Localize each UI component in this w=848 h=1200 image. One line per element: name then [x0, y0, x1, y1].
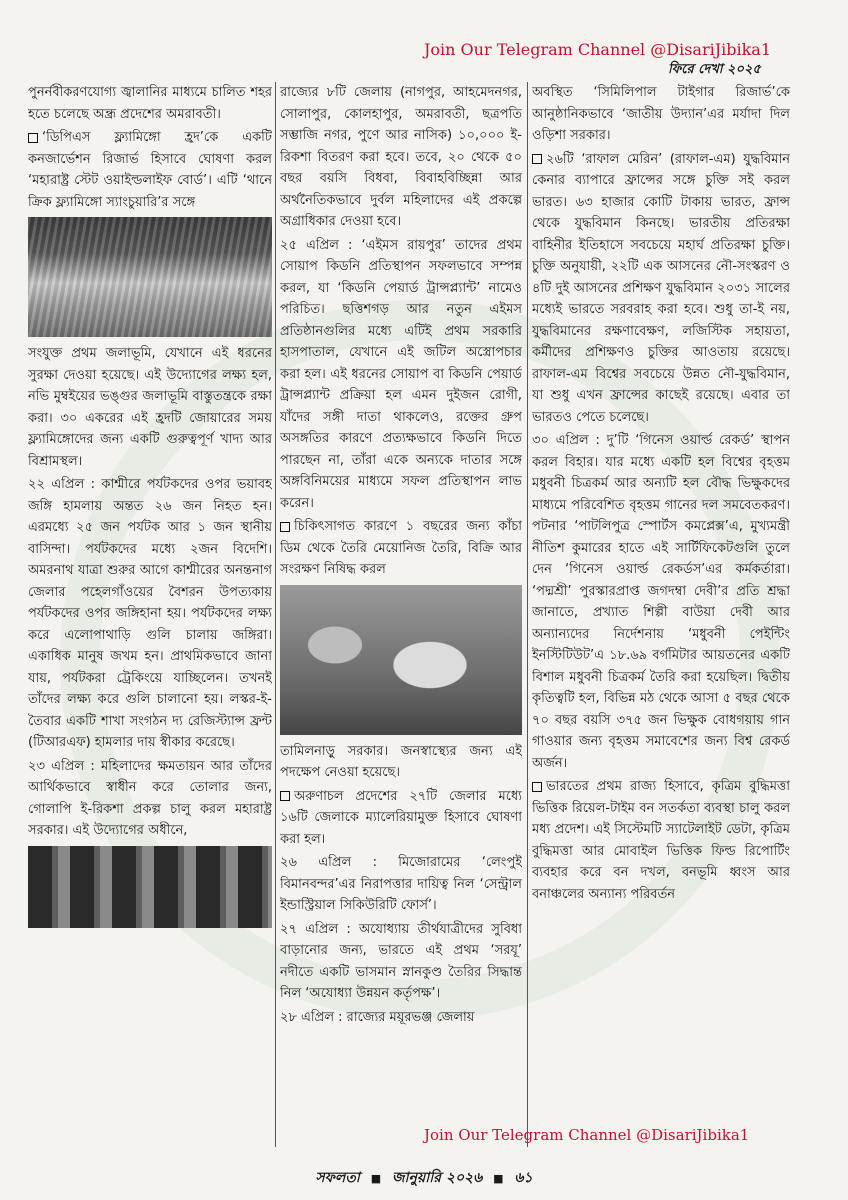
paragraph-apr23: ২৩ এপ্রিল : মহিলাদের ক্ষমতায়ন আর তাঁদের আর্থিকভাবে স্বাধীন করে তোলার জন্য, গোলাপি ই-রিকশা প্রকল্প চালু করল মহারাষ্ট্র সরকার। এই উদ্যোগের অধীনে,: [28, 758, 272, 838]
paragraph-apr27: ২৭ এপ্রিল : অযোধ্যায় তীর্থযাত্রীদের সুবিধা বাড়ানোর জন্য, ভারতে এই প্রথম ‘সরযূ’ নদীতে একটি ভাসমান স্নানকুণ্ড তৈরির সিদ্ধান্ত নিল ‘অযোধ্যা উন্নয়ন কর্তৃপক্ষ’।: [280, 921, 522, 1001]
checkbox-bullet-icon: [28, 133, 38, 143]
article-column-2: [280, 82, 522, 1152]
paragraph: তামিলনাড়ু সরকার। জনস্বাস্থ্যের জন্য এই পদক্ষেপ নেওয়া হয়েছে।: [280, 743, 522, 780]
paragraph-apr26: ২৬ এপ্রিল : মিজোরামের ‘লেংপুই বিমানবন্দর’এর নিরাপত্তার দায়িত্ব নিল ‘সেন্ট্রাল ইন্ডাস্ট্রিয়াল সিকিউরিটি ফোর্স’।: [280, 855, 522, 913]
column-divider: [527, 82, 528, 1147]
paragraph-text: ২৬টি ‘রাফাল মেরিন’ (রাফাল-এম) যুদ্ধবিমান কেনার ব্যাপারে ফ্রান্সের সঙ্গে চুক্তি সই করল ভারত। ৬৩ হাজার কোটি টাকায় ভারত, ফ্রান্স থেকে যুদ্ধবিমান কিনছে। ভারতীয় প্রতিরক্ষা বাহিনীর ইতিহাসে সবচেয়ে মহার্ঘ প্রতিরক্ষা চুক্তি। চুক্তি অনুযায়ী, ২২টি এক আসনের নৌ-সংস্করণ ও ৪টি দুই আসনের প্রশিক্ষণ যুদ্ধবিমান ২০৩১ সালের মধ্যেই ভারতে সরবরাহ করা হবে। শুধু তা-ই নয়, যুদ্ধবিমানের রক্ষণাবেক্ষণ, লজিস্টিক সহায়তা, কর্মীদের প্রশিক্ষণও চুক্তির আওতায় রয়েছে। রাফাল-এম বিশ্বের সবচেয়ে উন্নত নৌ-যুদ্ধবিমান, যা শুধু এখন ফ্রান্সের কাছেই রয়েছে। এবার তা ভারতও পেতে চলেছে।: [532, 151, 790, 425]
paragraph-apr25: ২৫ এপ্রিল : ‘এইমস রায়পুর’ তাদের প্রথম সোয়াপ কিডনি প্রতিস্থাপন সফলভাবে সম্পন্ন করল, যা ‘কিডনি পেয়ার্ড ট্রান্সপ্ল্যান্ট’ নামেও পরিচিত। ছত্তিশগড় আর নতুন এইমস প্রতিষ্ঠানগুলির মধ্যে এটিই প্রথম সরকারি হাসপাতাল, যেখানে এই জটিল অস্ত্রোপচার করা হল। এই ধরনের সোয়াপ বা কিডনি পেয়ার্ড ট্রান্সপ্ল্যান্ট প্রক্রিয়া হল এমন দুইজন রোগী, যাঁদের সঙ্গী দাতা থাকলেও, রক্তের গ্রুপ অসঙ্গতির কারণে প্রত্যক্ষভাবে কিডনি দিতে পারছেন না, তাঁরা একে অন্যকে দাতার সঙ্গে অঙ্গবিনিময়ের মাধ্যমে সফল প্রতিস্থাপন লাভ করেন।: [280, 237, 522, 511]
page-footer: [0, 1166, 848, 1190]
square-separator-icon: ■: [493, 1172, 504, 1185]
paragraph-text: ‘ডিপিএস ফ্ল্যামিঙ্গো হ্রদ’কে একটি কনজার্ভেশন রিজার্ভ হিসাবে ঘোষণা করল ‘মহারাষ্ট্র স্টেট ওয়াইল্ডলাইফ বোর্ড’। এটি ‘থানে ক্রিক ফ্ল্যামিঙ্গো স্যাংচুয়ারি’র সঙ্গে: [28, 130, 272, 210]
checkbox-bullet-icon: [532, 154, 542, 164]
article-column-1: [28, 82, 272, 1132]
telegram-banner-top: Join Our Telegram Channel @DisariJibika1: [424, 40, 772, 59]
paragraph-item: [28, 127, 272, 213]
pink-erickshaw-photo: [28, 846, 272, 928]
paragraph-apr22: ২২ এপ্রিল : কাশ্মীরে পর্যটকদের ওপর ভয়াবহ জঙ্গি হামলায় অন্তত ২৬ জন নিহত হন। এরমধ্যে ২৫ জন পর্যটক আর ১ জন স্থানীয় বাসিন্দা। পর্যটকদের মধ্যে ২জন বিদেশি। অমরনাথ যাত্রা শুরুর আগে কাশ্মীরের অনন্তনাগ জেলার পহেলগাঁওয়ের বৈশরন উপত্যকায় পর্যটকদের ওপর জঙ্গিহানা হয়। পর্যটকদের লক্ষ্য করে এলোপাথাড়ি গুলি চালায় জঙ্গিরা। একাধিক মানুষ জখম হন। প্রাথমিকভাবে জানা যায়, পর্যটকরা ট্রেকিংয়ে যাচ্ছিলেন। তখনই তাঁদের লক্ষ্য করে গুলি চালানো হয়। লস্কর-ই-তৈবার একটি শাখা সংগঠন দ্য রেজিস্ট্যান্স ফ্রন্ট (টিআরএফ) হামলার দায় স্বীকার করেছে।: [28, 477, 272, 750]
section-title: ফিরে দেখা ২০২৫: [668, 62, 761, 77]
page-number: ৬১: [514, 1170, 533, 1186]
flamingo-photo: [28, 217, 272, 337]
paragraph: রাজ্যের ৮টি জেলায় (নাগপুর, আহমেদনগর, সোলাপুর, কোলহাপুর, অমরাবতী, ছত্রপতি সম্ভাজি নগর, পুণে আর নাসিক) ১০,০০০ ই-রিকশা বিতরণ করা হবে। তবে, ২০ থেকে ৫০ বছর বয়সি বিধবা, বিবাহবিচ্ছিন্না আর অর্থনৈতিকভাবে দুর্বল মহিলাদের এই প্রকল্পে অগ্রাধিকার দেওয়া হবে।: [280, 85, 522, 229]
paragraph-apr28: ২৮ এপ্রিল : রাজ্যের ময়ূরভঞ্জ জেলায়: [280, 1009, 475, 1025]
paragraph-item: [532, 776, 790, 905]
paragraph: অবস্থিত ‘সিমিলিপাল টাইগার রিজার্ভ’কে আনুষ্ঠানিকভাবে ‘জাতীয় উদ্যান’এর মর্যাদা দিল ওড়িশা সরকার।: [532, 85, 790, 143]
paragraph-item: [280, 786, 522, 851]
paragraph: পুনর্নবীকরণযোগ্য জ্বালানির মাধ্যমে চালিত শহর হতে চলেছে অন্ধ্র প্রদেশের অমরাবতী।: [28, 85, 272, 122]
paragraph-apr30: ৩০ এপ্রিল : দু’টি ‘গিনেস ওয়ার্ল্ড রেকর্ড’ স্থাপন করল বিহার। যার মধ্যে একটি হল বিশ্বের বৃহত্তম মধুবনী চিত্রকর্ম আর অন্যটি হল বৌদ্ধ ভিক্ষুকদের মাধ্যমে পরিবেশিত বৃহত্তম গানের দল সমবেতকরণ। পটনার ‘পাটলিপুত্র স্পোর্টস কমপ্লেক্স’এ, মুখ্যমন্ত্রী নীতিশ কুমারের হাতে এই সার্টিফিকেটগুলি তুলে দেন ‘গিনেস ওয়ার্ল্ড রেকর্ডস’এর কর্মকর্তারা। ‘পদ্মশ্রী’ পুরস্কারপ্রাপ্ত জগদম্বা দেবী’র প্রতি শ্রদ্ধা জানাতে, প্রখ্যাত শিল্পী বাউয়া দেবী আর অন্যান্যদের নির্দেশনায় ‘মধুবনী পেইন্টিং ইনস্টিটিউট’এ ১৮.৬৯ বর্গমিটার আয়তনের একটি বিশাল মধুবনী চিত্রকর্ম তৈরি করা হয়েছিল। দ্বিতীয় কৃতিত্বটি হল, বিভিন্ন মঠ থেকে আসা ৫ বছর থেকে ৭০ বছর বয়সি ৩৭৫ জন ভিক্ষুক বোধগয়ায় গান গাওয়ার জন্য বৃহত্তম সমাবেশের জন্য বিশ্ব রেকর্ড অর্জন।: [532, 433, 790, 771]
telegram-banner-bottom: Join Our Telegram Channel @DisariJibika1: [424, 1126, 750, 1144]
paragraph-item: [532, 149, 790, 429]
paragraph-item: [280, 516, 522, 581]
magazine-name: সফলতা: [315, 1170, 360, 1186]
issue-date: জানুয়ারি ২০২৬: [392, 1170, 483, 1186]
paragraph-text: অরুণাচল প্রদেশের ২৭টি জেলার মধ্যে ১৬টি জেলাকে ম্যালেরিয়ামুক্ত হিসাবে ঘোষণা করা হল।: [280, 788, 522, 847]
checkbox-bullet-icon: [280, 522, 290, 532]
square-separator-icon: ■: [370, 1172, 382, 1185]
checkbox-bullet-icon: [532, 782, 542, 792]
paragraph-text: চিকিৎসাগত কারণে ১ বছরের জন্য কাঁচা ডিম থেকে তৈরি মেয়োনিজ তৈরি, বিক্রি আর সংরক্ষণ নিষিদ্ধ করল: [280, 519, 522, 577]
article-column-3: [532, 82, 790, 1142]
column-divider: [275, 82, 276, 1147]
checkbox-bullet-icon: [280, 791, 290, 801]
paragraph-text: ভারতের প্রথম রাজ্য হিসাবে, কৃত্রিম বুদ্ধিমত্তা ভিত্তিক রিয়েল-টাইম বন সতর্কতা ব্যবস্থা চালু করল মধ্য প্রদেশ। এই সিস্টেমটি স্যাটেলাইট ডেটা, কৃত্রিম বুদ্ধিমত্তা আর মোবাইল ভিত্তিক ফিল্ড রিপোর্টিং ব্যবহার করে বন দখল, বনভূমি ধ্বংস আর বনাঞ্চলের অন্যান্য পরিবর্তন: [532, 779, 790, 902]
paragraph: সংযুক্ত প্রথম জলাভূমি, যেখানে এই ধরনের সুরক্ষা দেওয়া হয়েছে। এই উদ্যোগের লক্ষ্য হল, নভি মুম্বইয়ের ভঙ্গুর জলাভূমি বাস্তুতন্ত্রকে রক্ষা করা। ৩০ একরের এই হ্রদটি জোয়ারের সময় ফ্ল্যামিঙ্গোদের জন্য একটি গুরুত্বপূর্ণ খাদ্য আর বিশ্রামস্থল।: [28, 346, 272, 469]
mayonnaise-photo: [280, 585, 522, 735]
